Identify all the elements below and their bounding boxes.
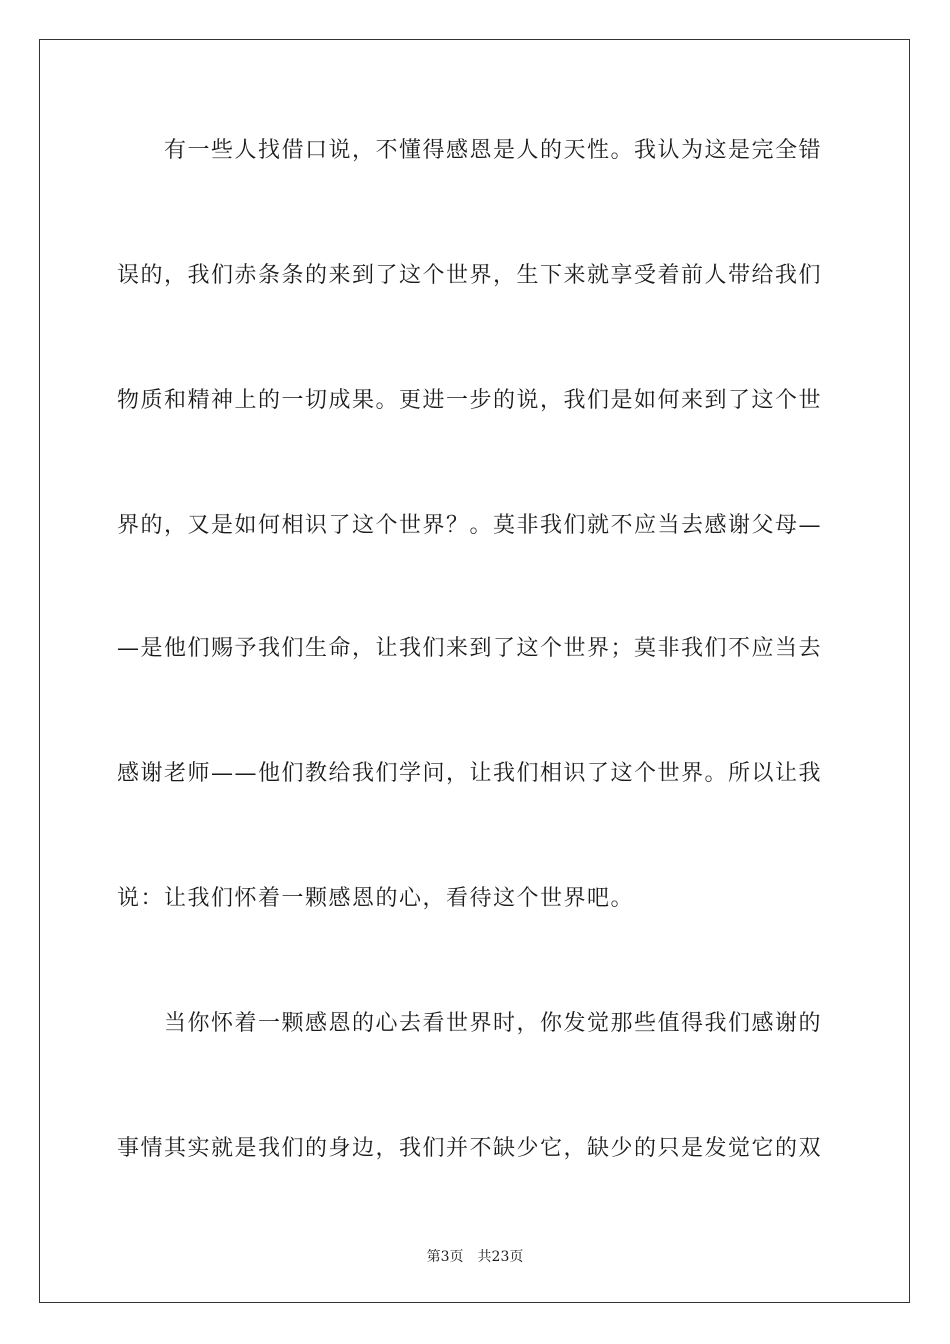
text-line: 感谢老师——他们教给我们学问，让我们相识了这个世界。所以让我: [117, 761, 823, 786]
page-number: 第3页: [426, 1249, 464, 1265]
page-frame: [39, 39, 910, 1303]
page-footer: [0, 1247, 950, 1267]
text-line: 当你怀着一颗感恩的心去看世界时，你发觉那些值得我们感谢的: [117, 1011, 823, 1036]
text-line: 界的，又是如何相识了这个世界？。莫非我们就不应当去感谢父母—: [117, 513, 823, 538]
text-line: —是他们赐予我们生命，让我们来到了这个世界；莫非我们不应当去: [117, 636, 823, 661]
text-line: 物质和精神上的一切成果。更进一步的说，我们是如何来到了这个世: [117, 388, 823, 413]
text-line: 事情其实就是我们的身边，我们并不缺少它，缺少的只是发觉它的双: [117, 1136, 823, 1161]
text-line: 说：让我们怀着一颗感恩的心，看待这个世界吧。: [117, 886, 635, 911]
page-total: 共23页: [477, 1249, 524, 1265]
text-line: 有一些人找借口说，不懂得感恩是人的天性。我认为这是完全错: [117, 138, 823, 163]
text-line: 误的，我们赤条条的来到了这个世界，生下来就享受着前人带给我们: [117, 263, 823, 288]
